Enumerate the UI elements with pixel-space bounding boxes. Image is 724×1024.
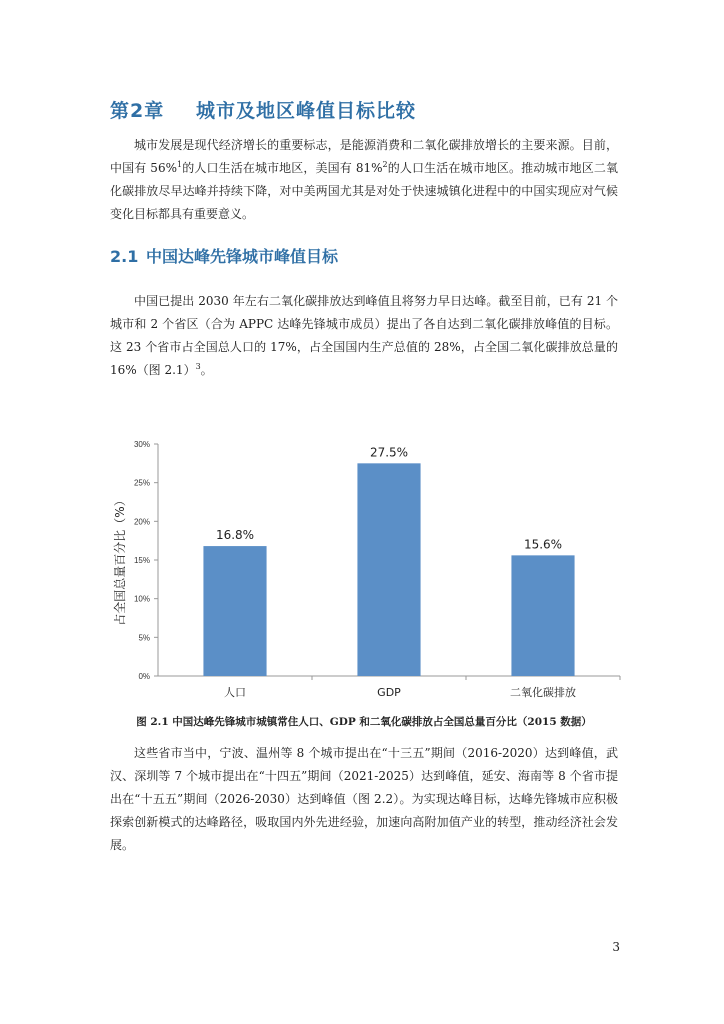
data-label: 27.5% [369, 445, 409, 460]
y-tick-label: 20% [133, 517, 150, 527]
page-number: 3 [612, 940, 620, 954]
bar-2 [357, 463, 420, 676]
figure-caption: 图 2.1 中国达峰先锋城市城镇常住人口、GDP 和二氧化碳排放占全国总量百分比（2015 数据） [136, 716, 592, 728]
body-paragraph: 这些省市当中，宁波、温州等 8 个城市提出在“十三五”期间（2016-2020）达到峰值，武汉、深圳等 7 个城市提出在“十四五”期间（2021-2025）达到峰值，延安、海南等 8 个省市提出在“十五五”期间（2026-2030）达到峰值（图 2.2）。为实现达峰目标，达峰先锋城市应积极探索创新模式的达峰路径，吸取国内外先进经验，加速向高附加值产业的转型，推动经济社会发展。 [110, 746, 618, 852]
y-tick-label: 30% [133, 440, 150, 449]
bar-1 [203, 546, 266, 676]
data-label: 16.8% [215, 528, 255, 543]
section-text-1: 中国已提出 2030 年左右二氧化碳排放达到峰值且将努力早日达峰。截至目前，已有 21 个城市和 2 个省区（合为 APPC 达峰先锋城市成员）提出了各自达到二氧化碳排放峰值的目标。这 23 个省市占全国总人口的 17%，占全国国内生产总值的 28%，占全国二氧化碳排放总量的 16%（图 2.1） [110, 294, 618, 377]
x-category-label: GDP [377, 686, 401, 699]
y-axis-title: 占全国总量百分比（%） [113, 494, 127, 626]
section-text-2: 。 [200, 363, 213, 377]
intro-text-3: 的人口生活在城市地区。推动城市地区二氧化碳排放尽早达峰并持续下降，对中美两国尤其是对处于快速城镇化进程中的中国实现应对气候变化目标都具有重要意义。 [110, 161, 618, 221]
chapter-number: 第2章 [110, 100, 165, 122]
y-tick-label: 25% [133, 478, 150, 488]
bar-chart [100, 430, 630, 706]
footnote-ref-3[interactable]: 3 [195, 362, 201, 371]
chapter-title [110, 96, 630, 123]
x-category-label: 人口 [224, 686, 246, 699]
section-paragraph [110, 290, 618, 382]
intro-paragraph [110, 134, 618, 226]
section-title-text: 中国达峰先锋城市峰值目标 [146, 247, 339, 266]
intro-text-2: 的人口生活在城市地区，美国有 81% [182, 161, 383, 175]
y-tick-label: 15% [133, 556, 150, 565]
y-tick-label: 5% [138, 633, 150, 643]
chapter-title-text: 城市及地区峰值目标比较 [196, 100, 417, 122]
bar-3 [511, 555, 574, 676]
footnote-ref-1[interactable]: 1 [176, 160, 183, 169]
y-tick-label: 0% [138, 672, 150, 681]
data-label: 15.6% [523, 537, 563, 552]
section-number: 2.1 [110, 247, 139, 266]
section-title [110, 244, 338, 267]
x-category-label: 二氧化碳排放 [510, 686, 576, 699]
footnote-ref-2[interactable]: 2 [382, 160, 388, 169]
intro-text-1: 城市发展是现代经济增长的重要标志，是能源消费和二氧化碳排放增长的主要来源。目前，中国有 56% [110, 138, 618, 175]
y-tick-label: 10% [133, 594, 150, 604]
